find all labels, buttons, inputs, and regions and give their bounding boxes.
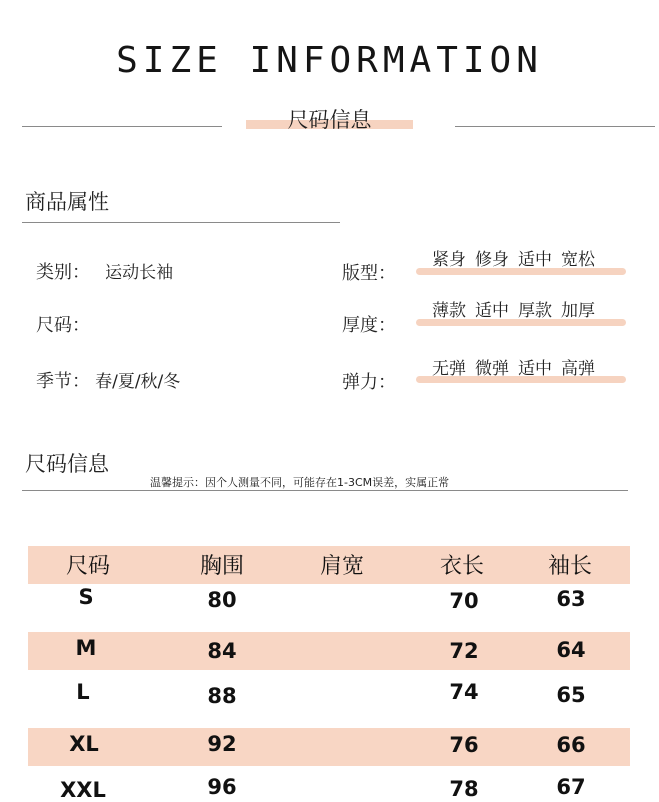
elasticity-option: 适中 (518, 359, 552, 379)
cell-chest: 84 (207, 639, 237, 663)
attr-season-value: 春/夏/秋/冬 (95, 372, 181, 392)
cell-length: 76 (449, 733, 479, 757)
fit-option: 修身 (475, 250, 509, 270)
col-header-shoulder: 肩宽 (319, 554, 364, 579)
fit-option: 宽松 (561, 250, 595, 270)
table-row (0, 775, 659, 800)
attr-fit-label: 版型： (342, 263, 396, 284)
attr-category (36, 258, 173, 284)
table-row (0, 585, 659, 613)
attr-fit-options (432, 245, 595, 270)
attr-thickness-options (432, 296, 595, 321)
cell-sleeve: 67 (556, 775, 586, 799)
cell-size: L (76, 680, 90, 704)
size-info-underline (22, 490, 628, 491)
divider-right (455, 126, 655, 127)
attr-elasticity-label: 弹力： (342, 372, 396, 393)
cell-length: 72 (449, 639, 479, 663)
elasticity-option: 无弹 (432, 359, 466, 379)
cell-length: 78 (449, 777, 479, 801)
cell-sleeve: 64 (556, 638, 586, 662)
attr-thickness-label: 厚度： (342, 315, 396, 336)
fit-option: 紧身 (432, 250, 466, 270)
cell-size: XXL (60, 778, 106, 802)
cell-size: M (75, 636, 97, 660)
size-table-header (0, 549, 659, 581)
thickness-option: 薄款 (432, 301, 466, 321)
page-subtitle: 尺码信息 (287, 108, 372, 132)
col-header-length: 衣长 (439, 554, 484, 579)
table-row (0, 636, 659, 664)
elasticity-option: 高弹 (561, 359, 595, 379)
col-header-size: 尺码 (65, 554, 110, 579)
page-title: SIZE INFORMATION (116, 40, 543, 81)
thickness-option: 适中 (475, 301, 509, 321)
size-info-heading: 尺码信息 (25, 452, 109, 476)
attr-category-label: 类别： (36, 262, 90, 283)
divider-left (22, 126, 222, 127)
table-row (0, 680, 659, 708)
cell-chest: 88 (207, 684, 237, 708)
thickness-option: 加厚 (561, 301, 595, 321)
cell-chest: 92 (207, 732, 237, 756)
fit-option: 适中 (518, 250, 552, 270)
elasticity-option: 微弹 (475, 359, 509, 379)
col-header-chest: 胸围 (199, 554, 244, 579)
attributes-underline (22, 222, 340, 223)
col-header-sleeve: 袖长 (547, 554, 592, 579)
cell-sleeve: 63 (556, 587, 586, 611)
attr-season (36, 367, 180, 393)
cell-size: S (78, 585, 94, 609)
table-row (0, 732, 659, 760)
attr-category-value: 运动长袖 (105, 263, 174, 283)
cell-sleeve: 66 (556, 733, 586, 757)
cell-chest: 80 (207, 588, 237, 612)
cell-length: 70 (449, 589, 479, 613)
measurement-tip: 温馨提示：因个人测量不同，可能存在1-3CM误差，实属正常 (150, 476, 450, 489)
attr-size-label: 尺码： (36, 315, 90, 336)
cell-size: XL (69, 732, 99, 756)
attributes-heading: 商品属性 (25, 190, 109, 214)
attr-season-label: 季节： (36, 371, 90, 392)
attr-size (36, 311, 90, 337)
cell-chest: 96 (207, 775, 237, 799)
attr-elasticity-options (432, 354, 595, 379)
cell-sleeve: 65 (556, 683, 586, 707)
thickness-option: 厚款 (518, 301, 552, 321)
cell-length: 74 (449, 680, 479, 704)
